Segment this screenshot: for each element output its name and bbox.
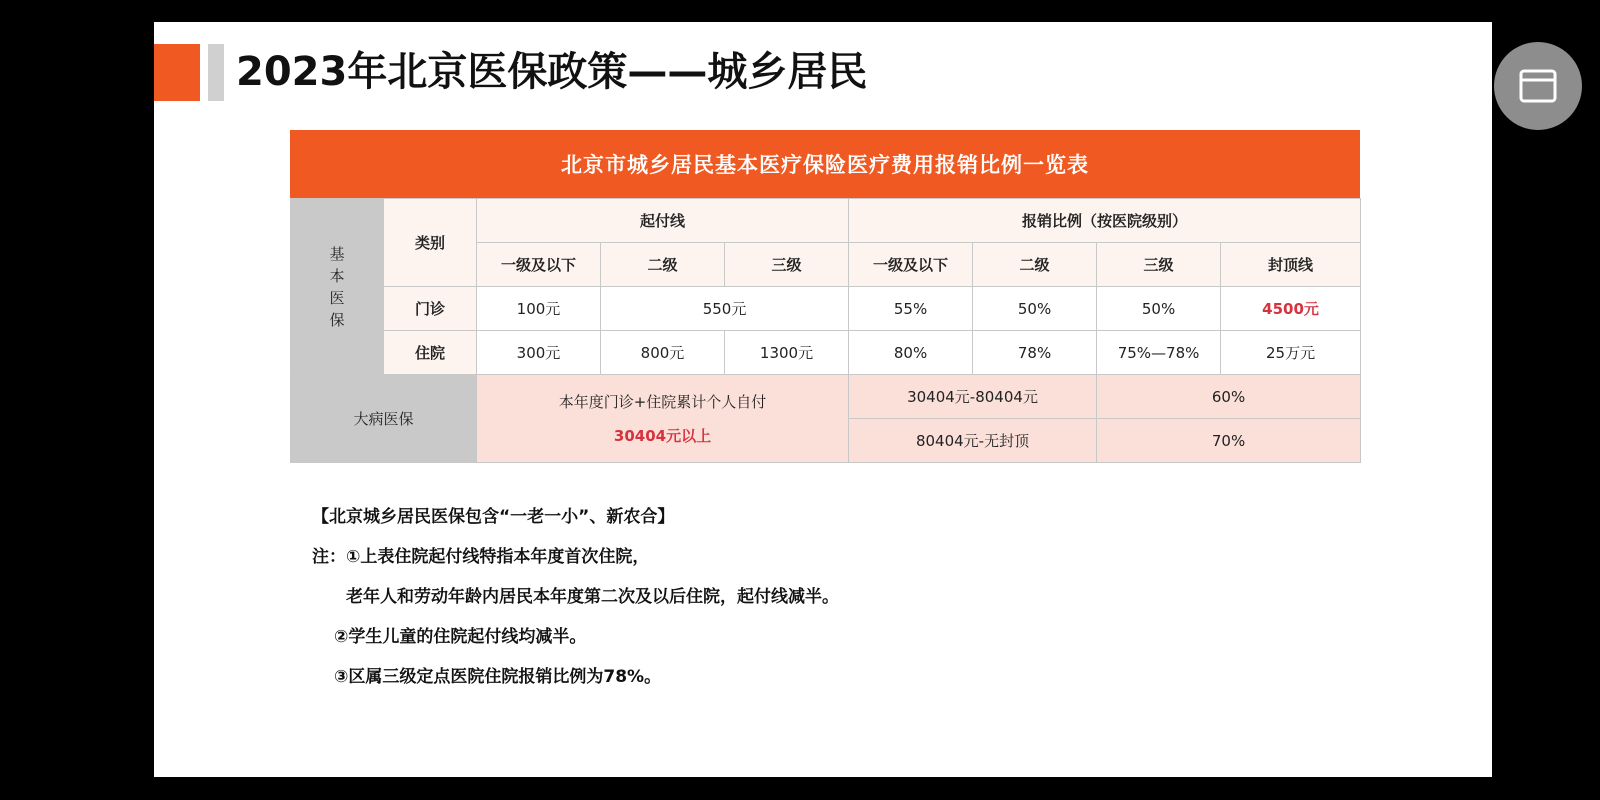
critical-desc [477,375,849,463]
note-line: ③区属三级定点医院住院报销比例为78%。 [334,667,662,687]
table-cell: 100元 [477,287,601,331]
level-header: 一级及以下 [477,243,601,287]
table-cell: 800元 [601,331,725,375]
level-header: 三级 [725,243,849,287]
deductible-header: 起付线 [477,199,849,243]
level-header: 三级 [1097,243,1221,287]
note-line: 老年人和劳动年龄内居民本年度第二次及以后住院，起付线减半。 [346,587,839,607]
title-accent-orange [154,44,200,101]
floating-window-button[interactable] [1494,42,1582,130]
table-cell: 550元 [601,287,849,331]
critical-label: 大病医保 [291,375,477,463]
table-cell: 80% [849,331,973,375]
table-header: 北京市城乡居民基本医疗保险医疗费用报销比例一览表 [290,130,1360,198]
basic-insurance-label: 基 本 医 保 [291,199,384,375]
slide-title: 2023年北京医保政策——城乡居民 [236,49,868,95]
slide [154,22,1492,777]
reimbursement-table [290,130,1360,463]
table-cell: 55% [849,287,973,331]
table-cell: 75%—78% [1097,331,1221,375]
window-icon [1517,65,1559,107]
note-line: 【北京城乡居民医保包含“一老一小”、新农合】 [312,507,675,527]
table-cell: 70% [1097,419,1361,463]
table-cell: 30404元-80404元 [849,375,1097,419]
title-accent-gray [208,44,224,101]
outpatient-cap: 4500元 [1221,287,1361,331]
table-cell: 1300元 [725,331,849,375]
notes [312,497,839,697]
table-cell: 78% [973,331,1097,375]
outpatient-row [291,287,1361,331]
table-cell: 60% [1097,375,1361,419]
inpatient-label: 住院 [384,331,477,375]
critical-threshold: 30404元以上 [613,426,712,445]
table-cell: 50% [973,287,1097,331]
level-header: 二级 [601,243,725,287]
critical-row-1 [291,375,1361,419]
reimburse-header: 报销比例（按医院级别） [849,199,1361,243]
inpatient-row [291,331,1361,375]
note-line: ②学生儿童的住院起付线均减半。 [334,627,587,647]
note-line: 注：①上表住院起付线特指本年度首次住院， [312,547,650,567]
level-header: 一级及以下 [849,243,973,287]
outpatient-label: 门诊 [384,287,477,331]
table-cell: 300元 [477,331,601,375]
category-header: 类别 [384,199,477,287]
table-cell: 80404元-无封顶 [849,419,1097,463]
level-header: 二级 [973,243,1097,287]
critical-desc-text: 本年度门诊+住院累计个人自付 [558,392,767,411]
table-cell: 25万元 [1221,331,1361,375]
cap-header: 封顶线 [1221,243,1361,287]
table-cell: 50% [1097,287,1221,331]
